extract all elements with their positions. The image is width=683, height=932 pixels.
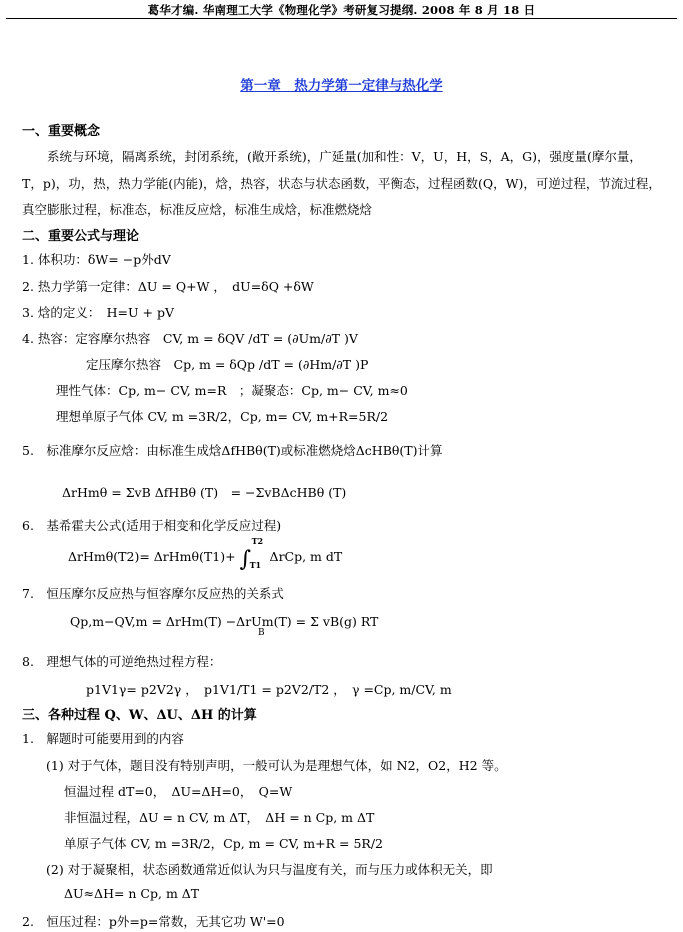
- formula-first-law: 2. 热力学第一定律：ΔU = Q+W ， dU=δQ +δW: [22, 279, 314, 294]
- formula-ideal-gas-heat-capacity: 理性气体：Cp, m− CV, m=R ；凝聚态：Cp, m− CV, m≈0: [56, 383, 408, 398]
- page-header: 葛华才编. 华南理工大学《物理化学》考研复习提纲. 2008 年 8 月 18 日: [147, 3, 536, 17]
- item-kirchhoff: 6. 基希霍夫公式(适用于相变和化学反应过程): [22, 518, 282, 533]
- calc-item-2: 2. 恒压过程：p外=p=常数，无其它功 W'=0: [22, 914, 285, 929]
- item-adiabatic: 8. 理想气体的可逆绝热过程方程：: [22, 654, 222, 669]
- chapter-title: 第一章 热力学第一定律与热化学: [240, 78, 443, 94]
- integral-symbol: ∫ T2 T1: [239, 536, 264, 572]
- item-qp-qv-relation: 7. 恒压摩尔反应热与恒容摩尔反应热的关系式: [22, 586, 284, 601]
- formula-monatomic-gas: 理想单原子气体 CV, m =3R/2，Cp, m= CV, m+R=5R/2: [56, 409, 389, 424]
- formula-enthalpy-definition: 3. 焓的定义： H=U + pV: [22, 305, 175, 320]
- kirchhoff-left: ΔrHmθ(T2)= ΔrHmθ(T1)+: [68, 549, 236, 564]
- formula-qp-qv-sum-index: B: [258, 628, 265, 638]
- calc-non-isothermal: 非恒温过程，ΔU = n CV, m ΔT， ΔH = n Cp, m ΔT: [64, 810, 375, 825]
- calc-condensed-formula: ΔU≈ΔH= n Cp, m ΔT: [64, 886, 200, 901]
- formula-kirchhoff: [68, 536, 343, 572]
- calc-item-1: 1. 解题时可能要用到的内容: [22, 731, 184, 746]
- integral-upper-limit: T2: [251, 536, 264, 546]
- header-rule: [6, 18, 677, 19]
- calc-isothermal: 恒温过程 dT=0， ΔU=ΔH=0， Q=W: [64, 784, 293, 799]
- integral-lower-limit: T1: [249, 560, 262, 570]
- section-heading-concepts: 一、重要概念: [22, 124, 101, 139]
- formula-qp-qv: Qp,m−QV,m = ΔrHm(T) −ΔrUm(T) = Σ vB(g) RT: [70, 614, 379, 629]
- calc-monatomic: 单原子气体 CV, m =3R/2，Cp, m = CV, m+R = 5R/2: [64, 836, 383, 851]
- formula-cv: 4. 热容：定容摩尔热容 CV, m = δQV /dT = (∂Um/∂T )V: [22, 331, 358, 346]
- item-standard-reaction-enthalpy: 5. 标准摩尔反应焓：由标准生成焓ΔfHBθ(T)或标准燃烧焓ΔcHBθ(T)计算: [22, 443, 443, 458]
- calc-item-1-gas: (1) 对于气体，题目没有特别声明，一般可认为是理想气体，如 N2，O2，H2 等。: [46, 758, 507, 773]
- formula-adiabatic: p1V1γ= p2V2γ ， p1V1/T1 = p2V2/T2 ， γ =Cp, m/CV, m: [86, 682, 452, 697]
- formula-standard-reaction-enthalpy: ΔrHmθ = ΣvB ΔfHBθ (T) = −ΣvBΔcHBθ (T): [62, 485, 347, 500]
- section-heading-formulas: 二、重要公式与理论: [22, 229, 140, 244]
- concepts-paragraph: 系统与环境，隔离系统，封闭系统，(敞开系统)，广延量(加和性：V，U，H，S，A，G)，强度量(摩尔量，T，p)，功，热，热力学能(内能)，焓，热容，状态与状态函数，平衡态，过程函数(Q，W)，可逆过程，节流过程，真空膨胀过程，标准态，标准反应焓，标准生成焓，标准燃烧焓: [22, 149, 661, 217]
- formula-cp: 定压摩尔热容 Cp, m = δQp /dT = (∂Hm/∂T )P: [86, 357, 369, 372]
- kirchhoff-right: ΔrCp, m dT: [269, 549, 343, 564]
- calc-item-1-condensed: (2) 对于凝聚相，状态函数通常近似认为只与温度有关，而与压力或体积无关，即: [46, 862, 493, 877]
- section-heading-calculations: 三、各种过程 Q、W、ΔU、ΔH 的计算: [22, 708, 257, 723]
- formula-volume-work: 1. 体积功：δW= −p外dV: [22, 252, 171, 267]
